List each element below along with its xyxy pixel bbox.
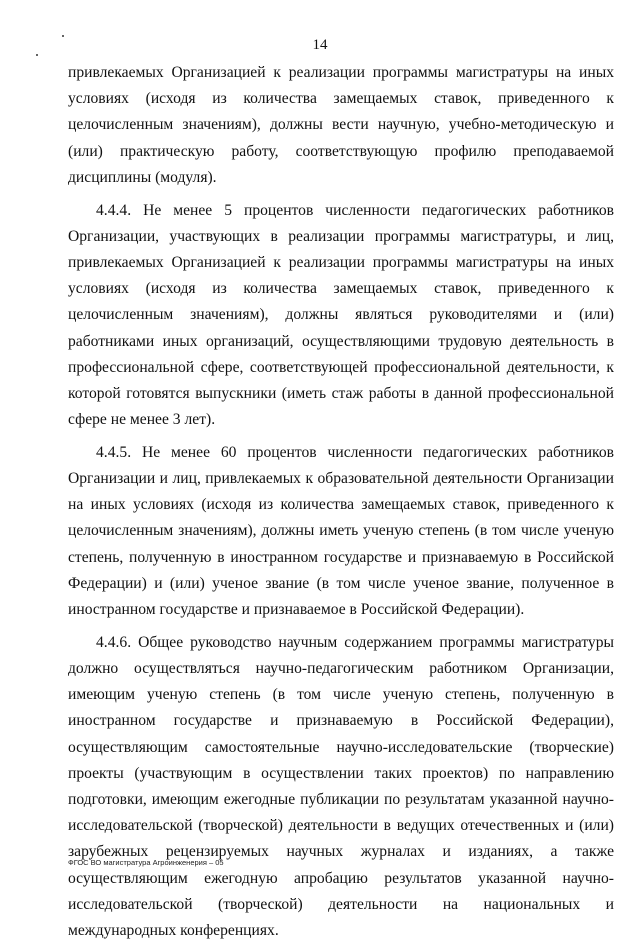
paragraph-continuation: привлекаемых Организацией к реализации программы магистратуры на иных условиях (исходя из количества замещаемых ставок, приведенного к целочисленным значениям), должны вести научную, учебно-методическую и (или) практическую работу, соответствующую профилю преподаваемой дисциплины (модуля). xyxy=(68,64,614,186)
paragraph-4-4-5: 4.4.5. Не менее 60 процентов численности педагогических работников Организации и лиц, привлекаемых к образовательной деятельности Организации на иных условиях (исходя из количества замещаемых ставок, приведенного к целочисленным значениям), должны иметь ученую степень (в том числе ученую степень, полученную в иностранном государстве и признаваемую в Российской Федерации) и (или) ученое звание (в том числе ученое звание, полученное в иностранном государстве и признаваемое в Российской Федерации). xyxy=(68,443,614,619)
paragraph-4-4-4: 4.4.4. Не менее 5 процентов численности педагогических работников Организации, участвующих в реализации программы магистратуры, и лиц, привлекаемых Организацией к реализации программы магистратуры на иных условиях (исходя из количества замещаемых ставок, приведенного к целочисленным значениям), должны являться руководителями и (или) работниками иных организаций, осуществляющими трудовую деятельность в профессиональной сфере, соответствующей профессиональной деятельности, к которой готовятся выпускники (иметь стаж работы в данной профессиональной сфере не менее 3 лет). xyxy=(68,201,614,429)
scan-speck xyxy=(36,54,38,56)
page-footer: ФГОС ВО магистратура Агроинженерия – 05 xyxy=(68,858,224,867)
page-number: 14 xyxy=(312,37,328,53)
paragraph-4-4-6: 4.4.6. Общее руководство научным содержанием программы магистратуры должно осуществляться научно-педагогическим работником Организации, имеющим ученую степень (в том числе ученую степень, полученную в иностранном государстве и признаваемую в Российской Федерации), осуществляющим самостоятельные научно-исследовательские (творческие) проекты (участвующим в осуществлении таких проектов) по направлению подготовки, имеющим ежегодные публикации по результатам указанной научно-исследовательской (творческой) деятельности в ведущих отечественных и (или) зарубежных рецензируемых научных журналах и изданиях, а также осуществляющим ежегодную апробацию результатов указанной научно-исследовательской (творческой) деятельности на национальных и международных конференциях. xyxy=(68,633,614,939)
body-text xyxy=(68,60,614,951)
